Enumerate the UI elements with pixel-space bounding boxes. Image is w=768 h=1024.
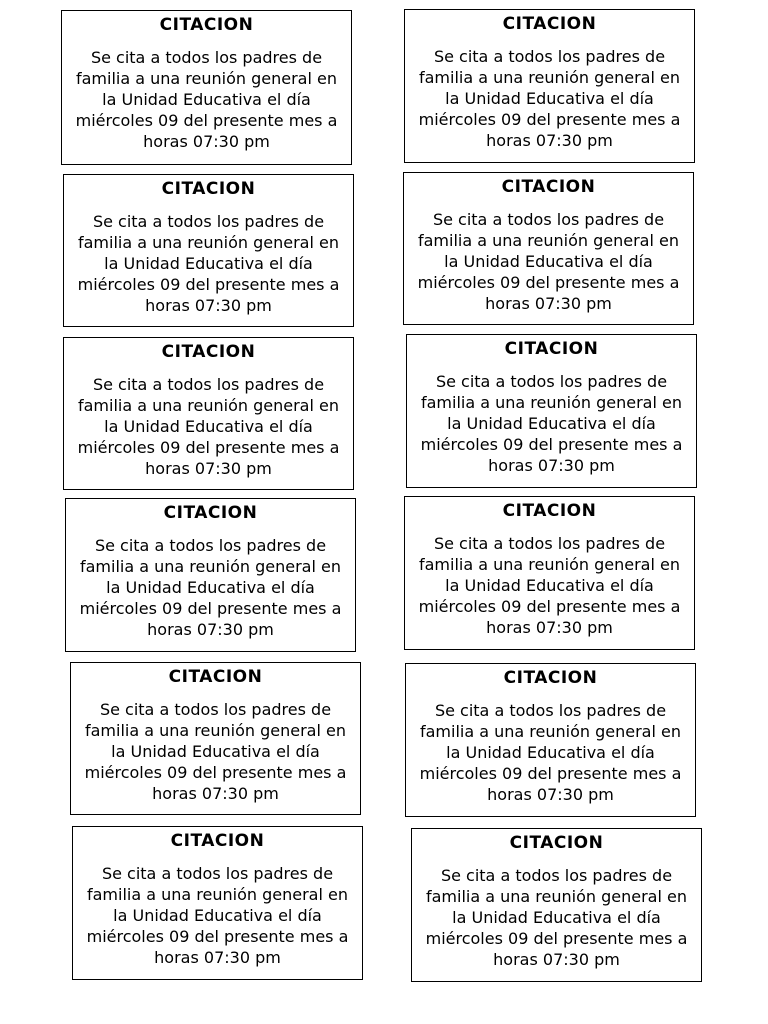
citation-card bbox=[411, 828, 702, 982]
card-title: CITACION bbox=[504, 339, 599, 359]
citation-card bbox=[70, 662, 361, 815]
citation-card bbox=[61, 10, 352, 165]
card-title: CITACION bbox=[161, 342, 256, 362]
card-title: CITACION bbox=[168, 667, 263, 687]
card-title: CITACION bbox=[161, 179, 256, 199]
card-title: CITACION bbox=[159, 15, 254, 35]
card-title: CITACION bbox=[502, 14, 597, 34]
citation-card bbox=[403, 172, 694, 325]
card-body: Se cita a todos los padres de familia a una reunión general en la Unidad Educativa el día miércoles 09 del presente mes a horas 07:30 pm bbox=[84, 700, 347, 803]
card-body: Se cita a todos los padres de familia a una reunión general en la Unidad Educativa el día miércoles 09 del presente mes a horas 07:30 pm bbox=[420, 372, 683, 475]
citation-card bbox=[72, 826, 363, 980]
card-title: CITACION bbox=[501, 177, 596, 197]
citation-card bbox=[405, 663, 696, 817]
card-title: CITACION bbox=[503, 668, 598, 688]
card-body: Se cita a todos los padres de familia a una reunión general en la Unidad Educativa el día miércoles 09 del presente mes a horas 07:30 pm bbox=[425, 866, 688, 969]
card-body: Se cita a todos los padres de familia a una reunión general en la Unidad Educativa el día miércoles 09 del presente mes a horas 07:30 pm bbox=[418, 534, 681, 637]
citation-card bbox=[404, 496, 695, 650]
card-body: Se cita a todos los padres de familia a una reunión general en la Unidad Educativa el día miércoles 09 del presente mes a horas 07:30 pm bbox=[75, 48, 338, 151]
card-body: Se cita a todos los padres de familia a una reunión general en la Unidad Educativa el día miércoles 09 del presente mes a horas 07:30 pm bbox=[77, 212, 340, 315]
card-body: Se cita a todos los padres de familia a una reunión general en la Unidad Educativa el día miércoles 09 del presente mes a horas 07:30 pm bbox=[418, 47, 681, 150]
card-body: Se cita a todos los padres de familia a una reunión general en la Unidad Educativa el día miércoles 09 del presente mes a horas 07:30 pm bbox=[86, 864, 349, 967]
card-body: Se cita a todos los padres de familia a una reunión general en la Unidad Educativa el día miércoles 09 del presente mes a horas 07:30 pm bbox=[417, 210, 680, 313]
citation-card bbox=[406, 334, 697, 488]
card-body: Se cita a todos los padres de familia a una reunión general en la Unidad Educativa el día miércoles 09 del presente mes a horas 07:30 pm bbox=[79, 536, 342, 639]
card-title: CITACION bbox=[163, 503, 258, 523]
citation-card bbox=[65, 498, 356, 652]
citation-card bbox=[404, 9, 695, 163]
card-body: Se cita a todos los padres de familia a una reunión general en la Unidad Educativa el día miércoles 09 del presente mes a horas 07:30 pm bbox=[77, 375, 340, 478]
card-title: CITACION bbox=[509, 833, 604, 853]
card-title: CITACION bbox=[170, 831, 265, 851]
card-body: Se cita a todos los padres de familia a una reunión general en la Unidad Educativa el día miércoles 09 del presente mes a horas 07:30 pm bbox=[419, 701, 682, 804]
citation-card bbox=[63, 174, 354, 327]
citation-card bbox=[63, 337, 354, 490]
card-title: CITACION bbox=[502, 501, 597, 521]
